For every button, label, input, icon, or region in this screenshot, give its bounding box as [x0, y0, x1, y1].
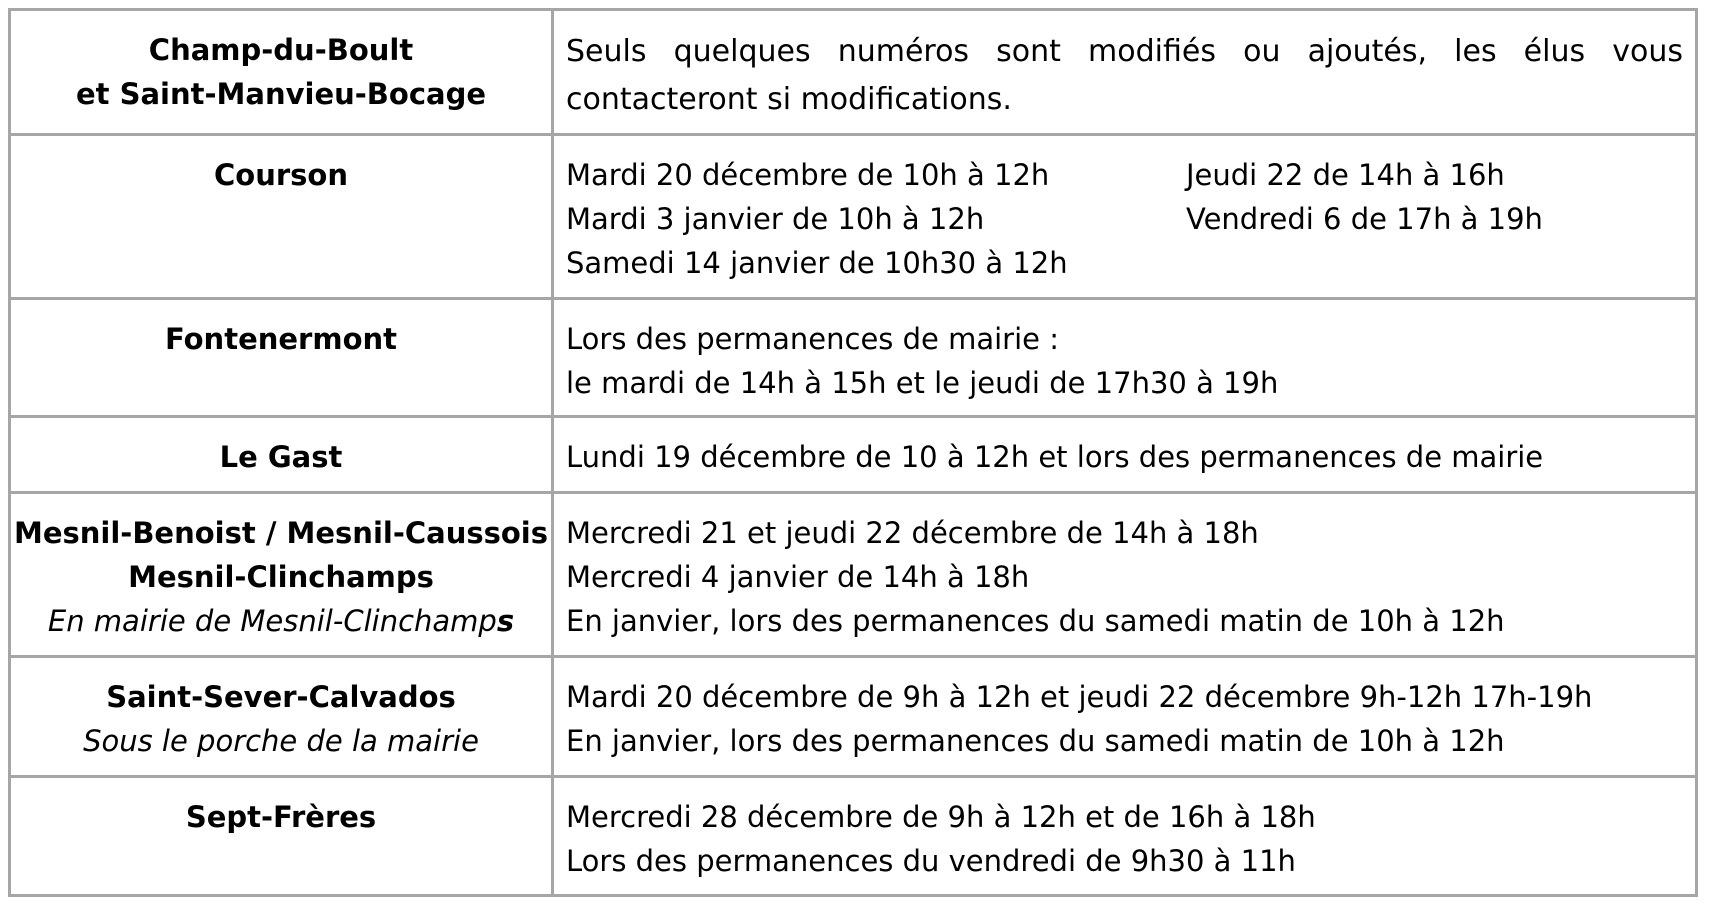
details-line: Lors des permanences du vendredi de 9h30 à 11h	[566, 844, 1296, 878]
details-line: Mercredi 4 janvier de 14h à 18h	[566, 560, 1030, 594]
details-cell	[553, 493, 1697, 657]
details-cell	[553, 10, 1697, 135]
details-line: Mercredi 28 décembre de 9h à 12h et de 16h à 18h	[566, 800, 1316, 834]
commune-note-text: En mairie de Mesnil-Clinchamp	[47, 604, 497, 638]
commune-name: Mesnil-Benoist / Mesnil-Caussois	[13, 516, 549, 550]
commune-name: Sept-Frères	[185, 800, 377, 834]
details-cell	[553, 777, 1697, 896]
details-text: Seuls quelques numéros sont modifiés ou ajoutés, les élus vous contacteront si modifications.	[566, 34, 1683, 117]
schedule-table	[8, 8, 1698, 897]
commune-name: et Saint-Manvieu-Bocage	[75, 77, 487, 111]
details-line: Mardi 20 décembre de 10h à 12h	[566, 158, 1050, 192]
details-cell	[553, 299, 1697, 417]
details-line: Mardi 3 janvier de 10h à 12h	[566, 202, 985, 236]
commune-name: Le Gast	[219, 440, 343, 474]
table-row	[10, 10, 1697, 135]
commune-cell	[10, 417, 553, 493]
commune-cell	[10, 777, 553, 896]
table-row	[10, 299, 1697, 417]
commune-name: Champ-du-Boult	[148, 33, 414, 67]
commune-note	[11, 599, 551, 643]
commune-name: Mesnil-Clinchamps	[128, 560, 434, 594]
details-line: En janvier, lors des permanences du samedi matin de 10h à 12h	[566, 604, 1505, 638]
table-row	[10, 493, 1697, 657]
details-line: Lors des permanences de mairie :	[566, 322, 1059, 356]
table-row	[10, 657, 1697, 777]
details-line: Mardi 20 décembre de 9h à 12h et jeudi 22 décembre 9h-12h 17h-19h	[566, 680, 1593, 714]
details-line: Samedi 14 janvier de 10h30 à 12h	[566, 246, 1068, 280]
commune-name: Fontenermont	[165, 322, 397, 356]
details-cell	[553, 657, 1697, 777]
table-row	[10, 777, 1697, 896]
details-line: le mardi de 14h à 15h et le jeudi de 17h30 à 19h	[566, 366, 1279, 400]
commune-cell	[10, 10, 553, 135]
details-line: Mercredi 21 et jeudi 22 décembre de 14h à 18h	[566, 516, 1259, 550]
table-row	[10, 135, 1697, 299]
details-line: Vendredi 6 de 17h à 19h	[1186, 202, 1543, 236]
details-column-left	[566, 153, 1186, 285]
commune-cell	[10, 493, 553, 657]
details-columns	[566, 153, 1683, 285]
commune-note: Sous le porche de la mairie	[83, 724, 479, 758]
commune-name: Saint-Sever-Calvados	[106, 680, 456, 714]
commune-cell	[10, 299, 553, 417]
details-line: Lundi 19 décembre de 10 à 12h et lors des permanences de mairie	[566, 440, 1544, 474]
commune-name: Courson	[214, 158, 348, 192]
details-column-right	[1186, 153, 1683, 285]
details-cell	[553, 135, 1697, 299]
commune-cell	[10, 135, 553, 299]
details-line: Jeudi 22 de 14h à 16h	[1186, 158, 1505, 192]
table-row	[10, 417, 1697, 493]
commune-cell	[10, 657, 553, 777]
details-line: En janvier, lors des permanences du samedi matin de 10h à 12h	[566, 724, 1505, 758]
details-cell	[553, 417, 1697, 493]
commune-note-emphasis: s	[496, 604, 515, 638]
